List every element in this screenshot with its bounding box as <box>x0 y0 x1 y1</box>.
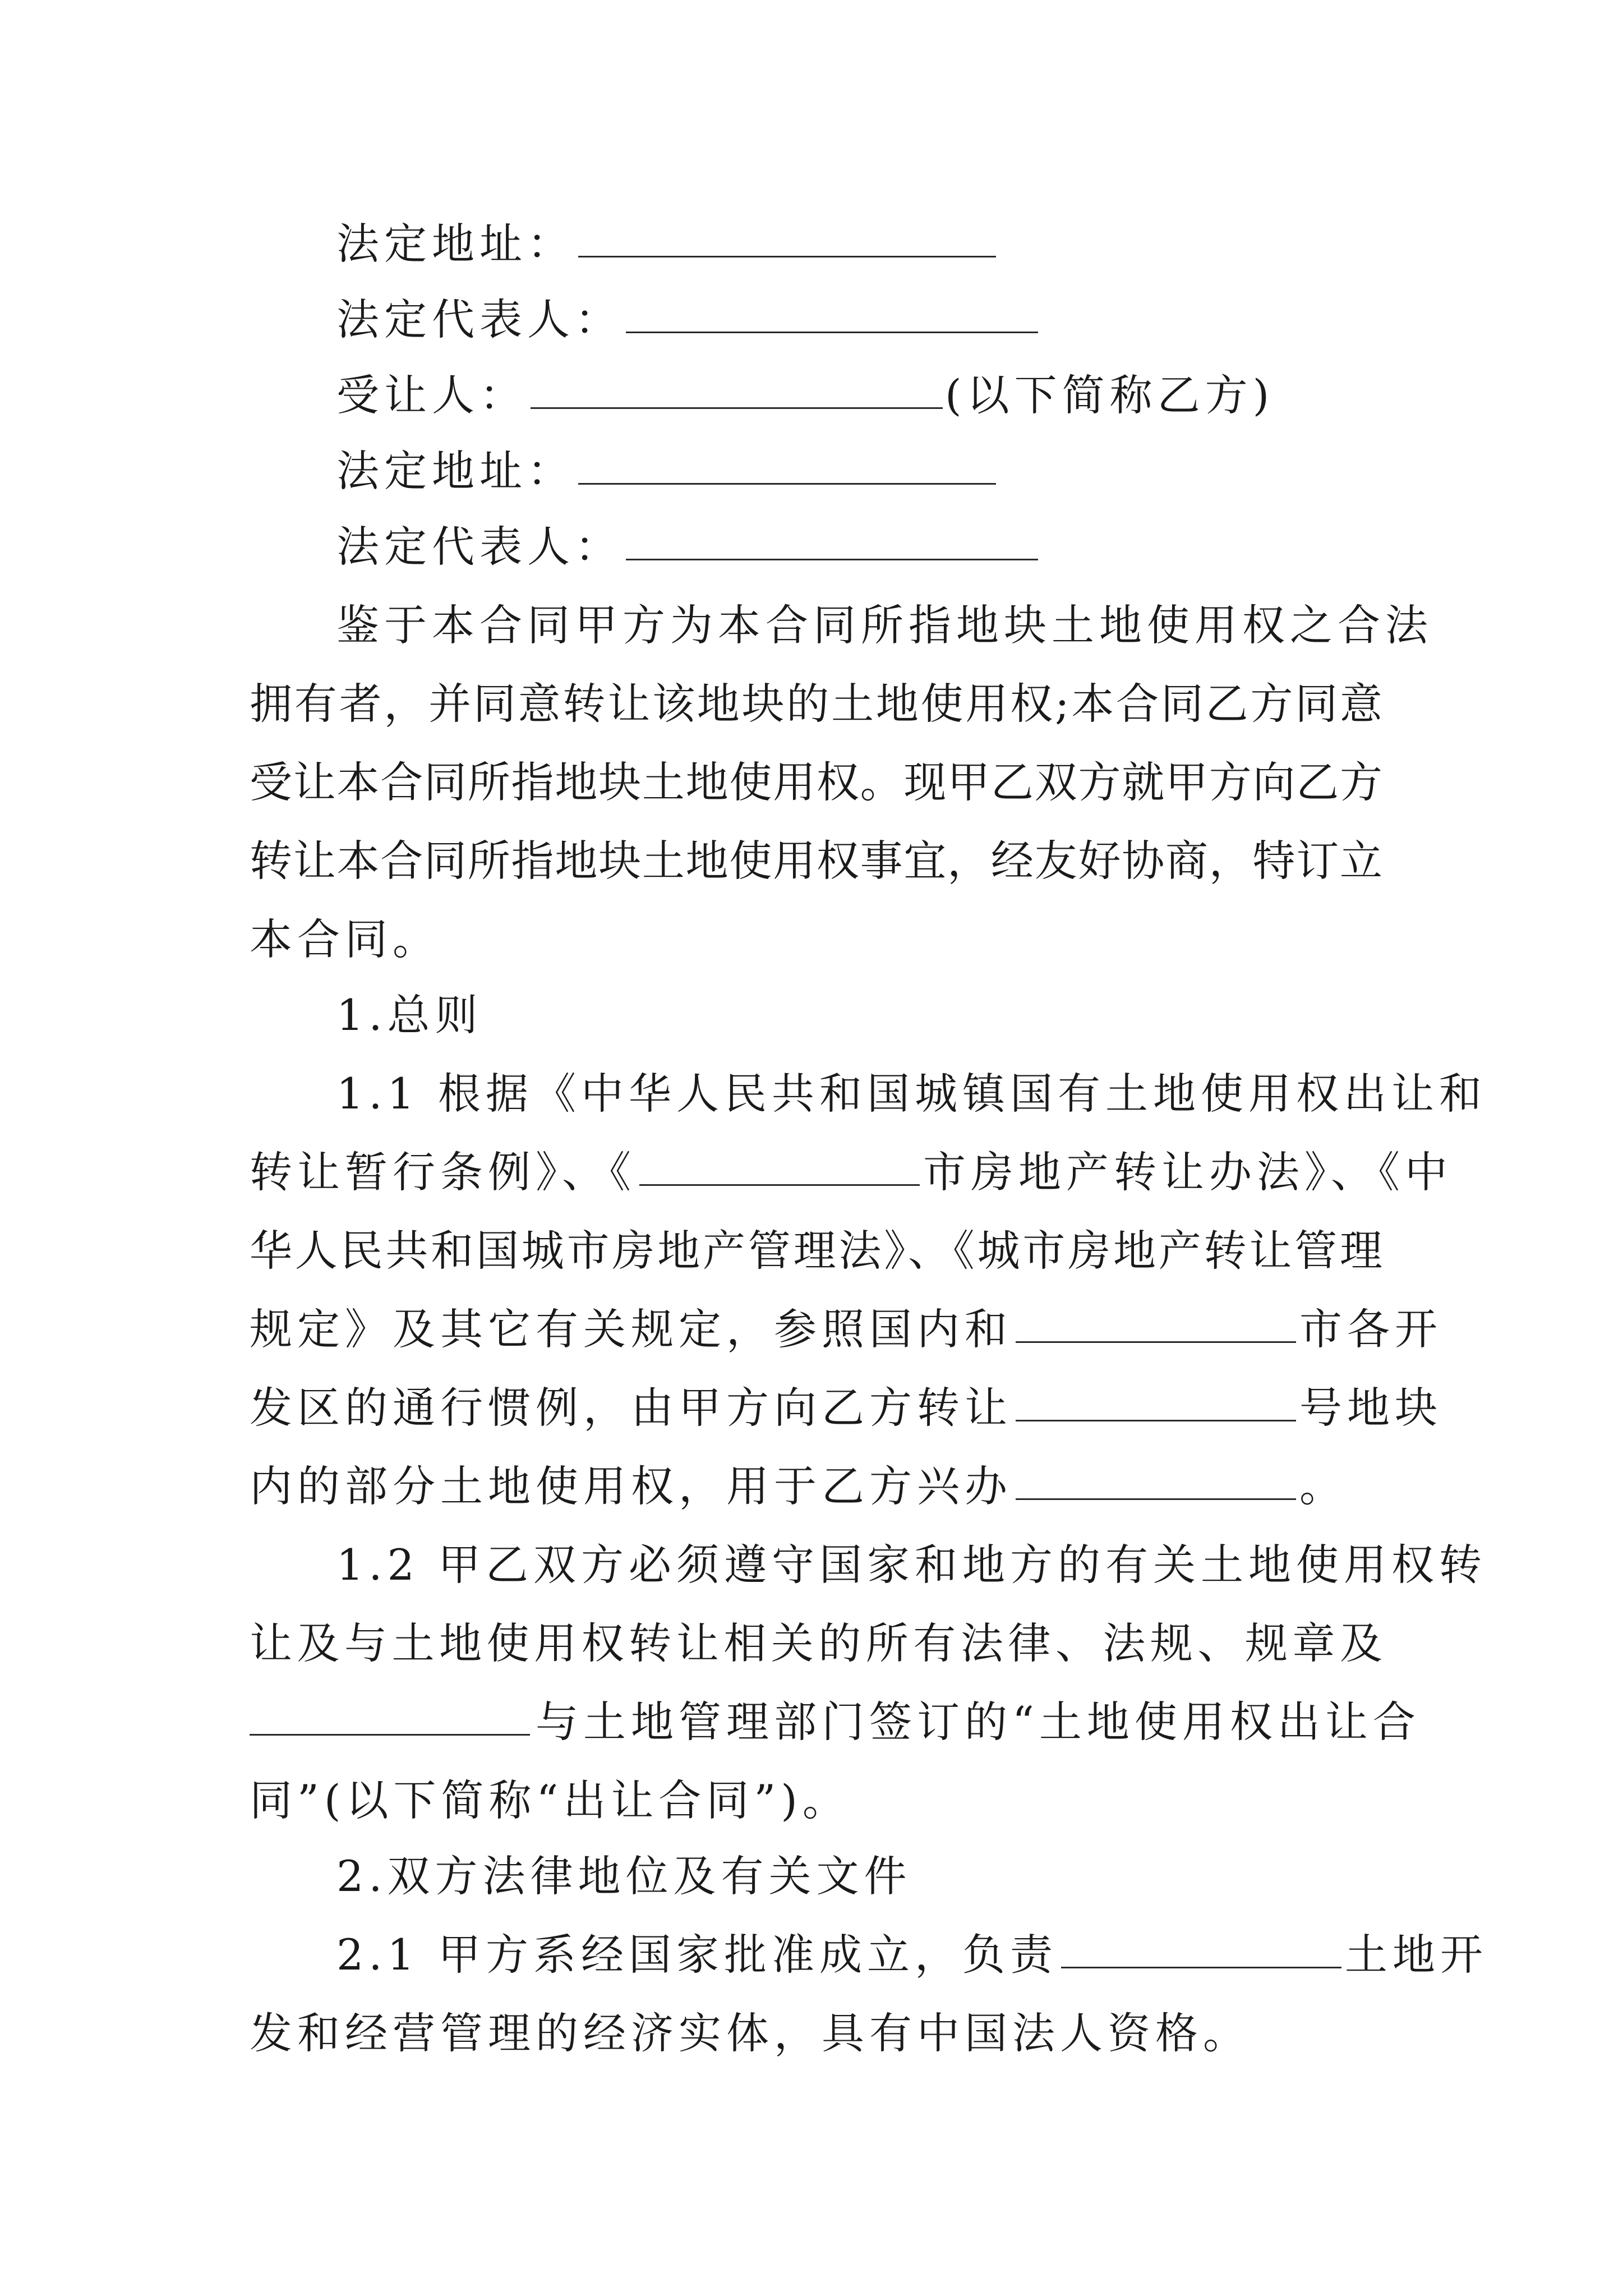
field-label: 法定代表人： <box>336 295 623 344</box>
section-heading: 2.双方法律地位及有关文件 <box>336 1851 912 1901</box>
field-label: 法定地址： <box>336 219 575 269</box>
section-heading: 1.总则 <box>336 990 483 1040</box>
clause-text: 。 <box>1299 1461 1347 1511</box>
fill-in-blank[interactable] <box>626 519 1038 560</box>
fill-in-blank[interactable] <box>578 217 996 257</box>
field-assignee <box>336 365 1274 426</box>
fill-in-blank[interactable] <box>639 1145 920 1186</box>
clause-line <box>250 1691 1421 1753</box>
clause-line: 发和经营管理的经济实体，具有中国法人资格。 <box>250 2008 1251 2058</box>
clause-text: 号地块 <box>1299 1383 1442 1433</box>
clause-text: 2.1 甲方系经国家批准成立，负责 <box>336 1930 1058 1980</box>
clause-text: 发区的通行惯例，由甲方向乙方转让 <box>250 1383 1012 1433</box>
field-label: 法定地址： <box>336 446 575 496</box>
field-label: 法定代表人： <box>336 522 623 572</box>
field-suffix: (以下简称乙方) <box>945 370 1275 420</box>
preamble-line: 转让本合同所指地块土地使用权事宜，经友好协商，特订立 <box>250 836 1382 886</box>
clause-text: 市房地产转让办法》、《中 <box>923 1147 1453 1197</box>
clause-text: 市各开 <box>1299 1304 1442 1354</box>
field-legal-address-2 <box>336 440 996 502</box>
preamble-line: 拥有者，并同意转让该地块的土地使用权;本合同乙方同意 <box>250 679 1382 729</box>
clause-line <box>250 1456 1347 1517</box>
clause-text: 转让暂行条例》、《 <box>250 1147 636 1197</box>
clause-line <box>250 1142 1453 1203</box>
field-legal-rep-1 <box>336 289 1038 351</box>
fill-in-blank[interactable] <box>578 444 996 485</box>
clause-line <box>250 1377 1442 1439</box>
clause-line: 1.1 根据《中华人民共和国城镇国有土地使用权出让和 <box>336 1069 1487 1119</box>
preamble-line: 本合同。 <box>250 914 440 964</box>
clause-text: 内的部分土地使用权，用于乙方兴办 <box>250 1461 1012 1511</box>
field-label: 受让人： <box>336 370 527 420</box>
clause-text: 与土地管理部门签订的“土地使用权出让合 <box>536 1697 1421 1747</box>
fill-in-blank[interactable] <box>1016 1302 1296 1343</box>
clause-line: 同”(以下简称“出让合同”)。 <box>250 1775 850 1825</box>
clause-line <box>336 1924 1488 1986</box>
clause-line: 让及与土地使用权转让相关的所有法律、法规、规章及 <box>250 1618 1382 1668</box>
fill-in-blank[interactable] <box>531 368 943 409</box>
fill-in-blank[interactable] <box>1061 1927 1341 1968</box>
clause-text: 土地开 <box>1345 1930 1488 1980</box>
field-legal-rep-2 <box>336 516 1038 578</box>
clause-text: 规定》及其它有关规定，参照国内和 <box>250 1304 1012 1354</box>
fill-in-blank[interactable] <box>626 292 1038 333</box>
fill-in-blank[interactable] <box>250 1695 530 1736</box>
fill-in-blank[interactable] <box>1016 1381 1296 1421</box>
clause-line <box>250 1299 1442 1360</box>
clause-line: 华人民共和国城市房地产管理法》、《城市房地产转让管理 <box>250 1226 1382 1276</box>
preamble-line: 受让本合同所指地块土地使用权。现甲乙双方就甲方向乙方 <box>250 757 1382 807</box>
clause-line: 1.2 甲乙双方必须遵守国家和地方的有关土地使用权转 <box>336 1540 1487 1590</box>
preamble-line: 鉴于本合同甲方为本合同所指地块土地使用权之合法 <box>336 600 1433 650</box>
fill-in-blank[interactable] <box>1016 1459 1296 1500</box>
field-legal-address-1 <box>336 213 996 275</box>
